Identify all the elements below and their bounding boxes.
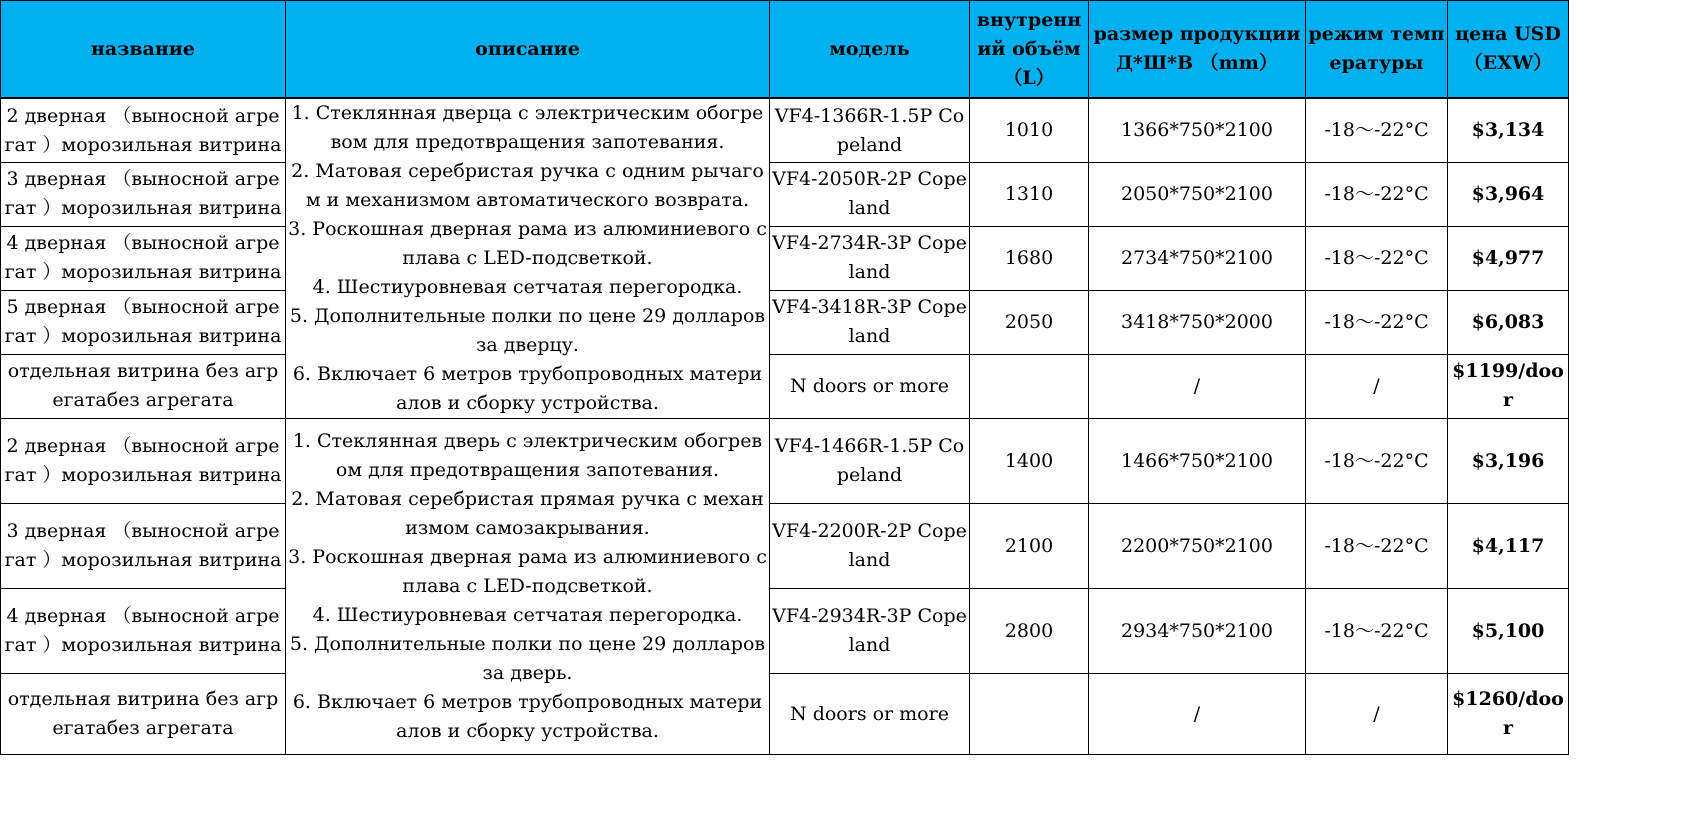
temperature-cell: / xyxy=(1306,674,1448,755)
size-cell: 1466*750*2100 xyxy=(1089,419,1306,504)
product-name: 4 дверная （выносной агрегат ）морозильная витрина xyxy=(1,589,286,674)
volume-cell: 2100 xyxy=(970,504,1089,589)
product-name: 2 дверная （выносной агрегат ）морозильная витрина xyxy=(1,98,286,163)
description-line: 1. Стеклянная дверца с электрическим обогревом для предотвращения запотевания. xyxy=(291,102,764,153)
volume-cell: 1310 xyxy=(970,163,1089,227)
product-name: 4 дверная （выносной агрегат ）морозильная витрина xyxy=(1,226,286,290)
model-cell: N doors or more xyxy=(770,354,970,418)
description-line: 5. Дополнительные полки по цене 29 долларов за дверцу. xyxy=(289,305,766,356)
volume-cell xyxy=(970,354,1089,418)
volume-cell xyxy=(970,674,1089,755)
description-line: 6. Включает 6 метров трубопроводных материалов и сборку устройства. xyxy=(292,363,763,414)
size-cell: 3418*750*2000 xyxy=(1089,290,1306,354)
table-row xyxy=(1,504,1569,589)
model-cell: VF4-2934R-3P Copeland xyxy=(770,589,970,674)
product-name: отдельная витрина без агрегатабез агрегата xyxy=(1,674,286,755)
temperature-cell: -18～-22°C xyxy=(1306,163,1448,227)
temperature-cell: -18～-22°C xyxy=(1306,504,1448,589)
table-row xyxy=(1,163,1569,227)
temperature-cell: -18～-22°C xyxy=(1306,419,1448,504)
header-volume: внутренний объём（L） xyxy=(970,1,1089,99)
price-cell: $3,196 xyxy=(1448,419,1569,504)
price-cell: $3,964 xyxy=(1448,163,1569,227)
model-cell: VF4-2734R-3P Copeland xyxy=(770,226,970,290)
volume-cell: 2050 xyxy=(970,290,1089,354)
product-name: 3 дверная （выносной агрегат ）морозильная витрина xyxy=(1,163,286,227)
size-cell: 1366*750*2100 xyxy=(1089,98,1306,163)
table-row xyxy=(1,589,1569,674)
product-name: 2 дверная （выносной агрегат ）морозильная витрина xyxy=(1,419,286,504)
header-name: название xyxy=(1,1,286,99)
volume-cell: 1400 xyxy=(970,419,1089,504)
description-line: 4. Шестиуровневая сетчатая перегородка. xyxy=(312,604,743,626)
model-cell: N doors or more xyxy=(770,674,970,755)
product-name: отдельная витрина без агрегатабез агрегата xyxy=(1,354,286,418)
product-name: 3 дверная （выносной агрегат ）морозильная витрина xyxy=(1,504,286,589)
price-cell: $4,117 xyxy=(1448,504,1569,589)
temperature-cell: -18～-22°C xyxy=(1306,589,1448,674)
size-cell: 2934*750*2100 xyxy=(1089,589,1306,674)
temperature-cell: -18～-22°C xyxy=(1306,226,1448,290)
model-cell: VF4-3418R-3P Copeland xyxy=(770,290,970,354)
table-row xyxy=(1,226,1569,290)
volume-cell: 1010 xyxy=(970,98,1089,163)
table-row xyxy=(1,419,1569,504)
volume-cell: 1680 xyxy=(970,226,1089,290)
description-line: 2. Матовая серебристая ручка с одним рычагом и механизмом автоматического возврата. xyxy=(291,160,764,211)
description-cell xyxy=(286,98,770,419)
temperature-cell: / xyxy=(1306,354,1448,418)
size-cell: 2200*750*2100 xyxy=(1089,504,1306,589)
temperature-cell: -18～-22°C xyxy=(1306,98,1448,163)
header-model: модель xyxy=(770,1,970,99)
header-description: описание xyxy=(286,1,770,99)
description-line: 5. Дополнительные полки по цене 29 долларов за дверь. xyxy=(289,633,766,684)
table-row xyxy=(1,674,1569,755)
model-cell: VF4-2200R-2P Copeland xyxy=(770,504,970,589)
size-cell: / xyxy=(1089,354,1306,418)
model-cell: VF4-1366R-1.5P Copeland xyxy=(770,98,970,163)
price-cell: $6,083 xyxy=(1448,290,1569,354)
description-line: 6. Включает 6 метров трубопроводных материалов и сборку устройства. xyxy=(292,691,763,742)
description-line: 1. Стеклянная дверь с электрическим обогревом для предотвращения запотевания. xyxy=(292,430,763,481)
model-cell: VF4-2050R-2P Copeland xyxy=(770,163,970,227)
header-temperature: режим температуры xyxy=(1306,1,1448,99)
price-cell: $1199/door xyxy=(1448,354,1569,418)
price-cell: $4,977 xyxy=(1448,226,1569,290)
product-name: 5 дверная （выносной агрегат ）морозильная витрина xyxy=(1,290,286,354)
header-price: цена USD（EXW） xyxy=(1448,1,1569,99)
header-row xyxy=(1,1,1569,99)
size-cell: 2734*750*2100 xyxy=(1089,226,1306,290)
size-cell: / xyxy=(1089,674,1306,755)
price-cell: $1260/door xyxy=(1448,674,1569,755)
table-row xyxy=(1,354,1569,418)
price-cell: $3,134 xyxy=(1448,98,1569,163)
price-cell: $5,100 xyxy=(1448,589,1569,674)
temperature-cell: -18～-22°C xyxy=(1306,290,1448,354)
size-cell: 2050*750*2100 xyxy=(1089,163,1306,227)
description-line: 3. Роскошная дверная рама из алюминиевого сплава с LED-подсветкой. xyxy=(288,218,767,269)
description-line: 4. Шестиуровневая сетчатая перегородка. xyxy=(312,276,743,298)
table-row xyxy=(1,290,1569,354)
model-cell: VF4-1466R-1.5P Copeland xyxy=(770,419,970,504)
volume-cell: 2800 xyxy=(970,589,1089,674)
description-line: 2. Матовая серебристая прямая ручка с механизмом самозакрывания. xyxy=(291,488,764,539)
description-line: 3. Роскошная дверная рама из алюминиевого сплава с LED-подсветкой. xyxy=(288,546,767,597)
description-cell xyxy=(286,419,770,755)
table-row xyxy=(1,98,1569,163)
header-size: размер продукции Д*Ш*В （mm） xyxy=(1089,1,1306,99)
